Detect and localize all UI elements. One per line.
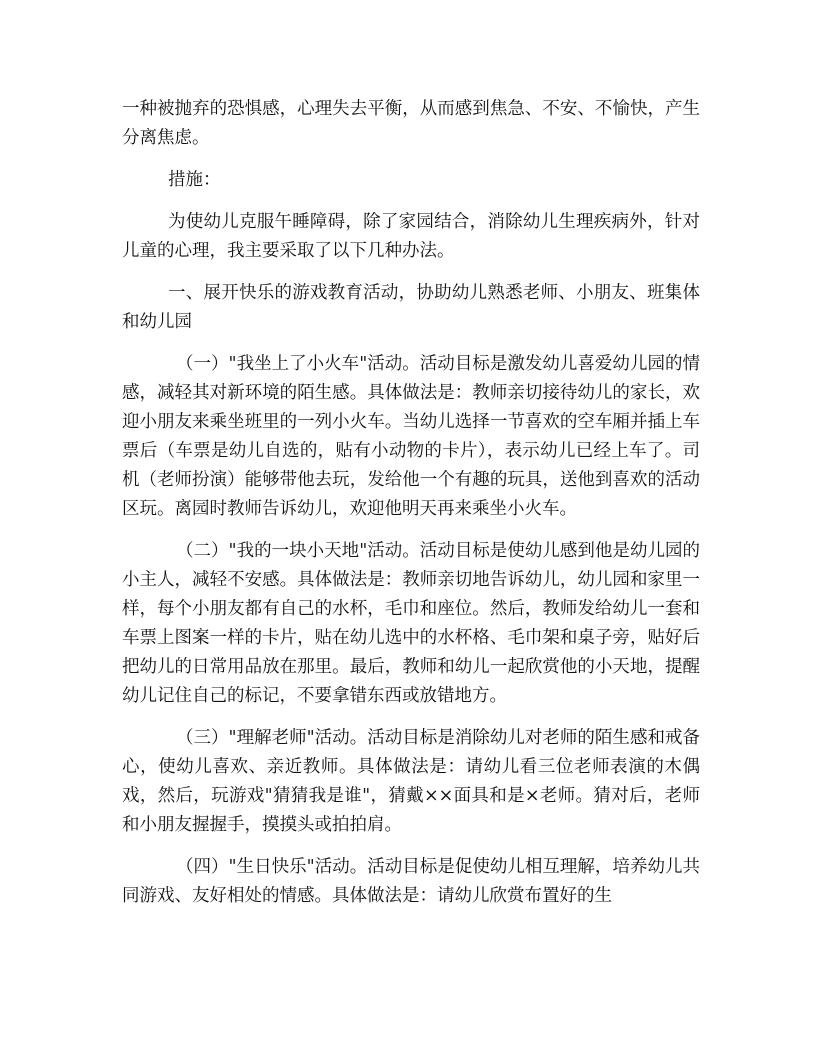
paragraph-continuation: 一种被抛弃的恐惧感，心理失去平衡，从而感到焦急、不安、不愉快，产生分离焦虑。 bbox=[122, 99, 700, 148]
paragraph-activity-2: （二）"我的一块小天地"活动。活动目标是使幼儿感到他是幼儿园的小主人，减轻不安感。具体做法是：教师亲切地告诉幼儿，幼儿园和家里一样，每个小朋友都有自己的水杯，毛巾和座位。然后，教师发给幼儿一套和车票上图案一样的卡片，贴在幼儿选中的水杯格、毛巾架和桌子旁，贴好后把幼儿的日常用品放在那里。最后，教师和幼儿一起欣赏他的小天地，提醒幼儿记住自己的标记，不要拿错东西或放错地方。 bbox=[122, 541, 700, 706]
paragraph-activity-1: （一）"我坐上了小火车"活动。活动目标是激发幼儿喜爱幼儿园的情感，减轻其对新环境的陌生感。具体做法是：教师亲切接待幼儿的家长，欢迎小朋友来乘坐班里的一列小火车。当幼儿选择一节喜欢的空车厢并插上车票后（车票是幼儿自选的，贴有小动物的卡片），表示幼儿已经上车了。司机（老师扮演）能够带他去玩，发给他一个有趣的玩具，送他到喜欢的活动区玩。离园时教师告诉幼儿，欢迎他明天再来乘坐小火车。 bbox=[122, 354, 700, 519]
document-body bbox=[122, 95, 700, 924]
heading-measures: 措施： bbox=[168, 170, 221, 190]
paragraph-activity-3: （三）"理解老师"活动。活动目标是消除幼儿对老师的陌生感和戒备心，使幼儿喜欢、亲近教师。具体做法是：请幼儿看三位老师表演的木偶戏，然后，玩游戏"猜猜我是谁"，猜戴××面具和是×老师。猜对后，老师和小朋友握握手，摸摸头或拍拍肩。 bbox=[122, 728, 700, 835]
paragraph-activity-4: （四）"生日快乐"活动。活动目标是促使幼儿相互理解，培养幼儿共同游戏、友好相处的情感。具体做法是：请幼儿欣赏布置好的生 bbox=[122, 857, 700, 906]
section-heading-1: 一、展开快乐的游戏教育活动，协助幼儿熟悉老师、小朋友、班集体和幼儿园 bbox=[122, 283, 700, 332]
paragraph-intro: 为使幼儿克服午睡障碍，除了家园结合，消除幼儿生理疾病外，针对儿童的心理，我主要采取了以下几种办法。 bbox=[122, 212, 700, 261]
